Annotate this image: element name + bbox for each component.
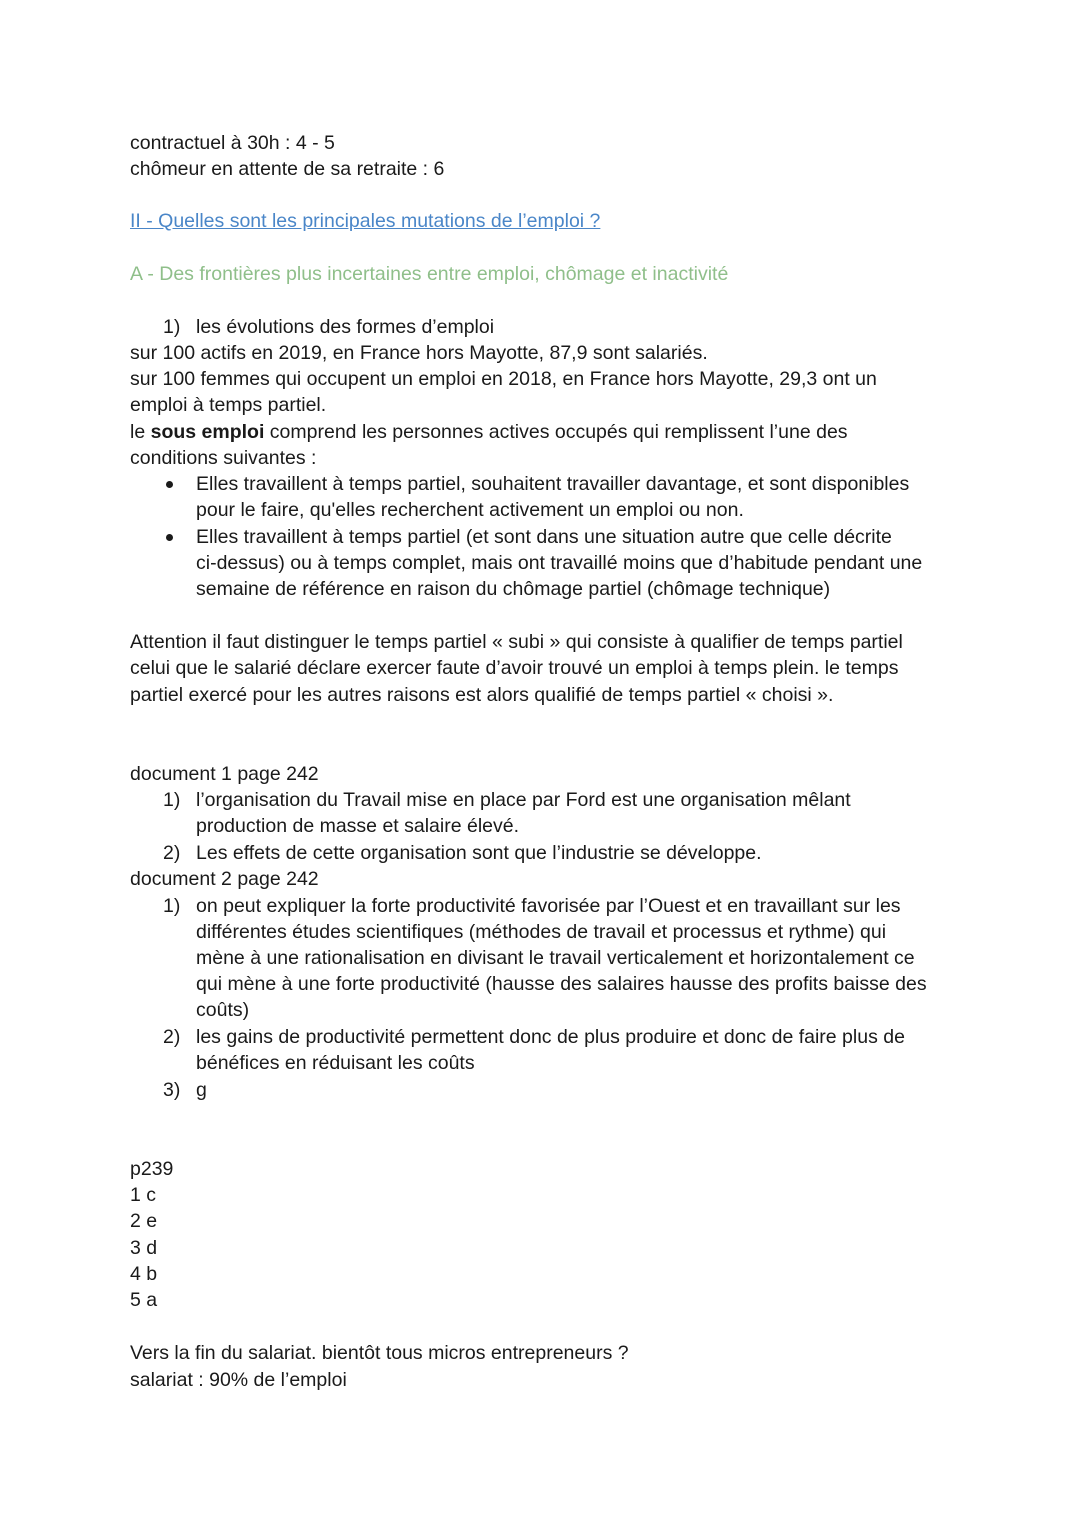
bullet-2-line-3: semaine de référence en raison du chômage partiel (chômage technique) <box>196 578 831 600</box>
p239-answer: 1 c <box>130 1184 157 1206</box>
bullet-1-line-1: Elles travaillent à temps partiel, souhaitent travailler davantage, et sont disponibles <box>196 473 910 495</box>
part-1-number: 1) <box>163 316 181 338</box>
doc2-q1-number: 1) <box>163 895 181 917</box>
part-1-title: les évolutions des formes d’emploi <box>196 316 495 338</box>
bullet-1-line-2: pour le faire, qu'elles recherchent activement un emploi ou non. <box>196 499 744 521</box>
doc2-q1-line-1: on peut expliquer la forte productivité favorisée par l’Ouest et en travaillant sur les <box>196 895 901 917</box>
p239-answer: 2 e <box>130 1210 158 1232</box>
bullet-dot-1 <box>166 481 173 488</box>
closing-line-1: Vers la fin du salariat. bientôt tous micros entrepreneurs ? <box>130 1342 629 1364</box>
doc2-q1-line-2: différentes études scientifiques (méthodes de travail et processus et rythme) qui <box>196 921 887 943</box>
doc2-q2-number: 2) <box>163 1026 181 1048</box>
stat-women-line-2: emploi à temps partiel. <box>130 394 327 416</box>
definition-line-2: conditions suivantes : <box>130 447 317 469</box>
attention-line-1: Attention il faut distinguer le temps partiel « subi » qui consiste à qualifier de temps partiel <box>130 631 903 653</box>
doc2-q1-line-3: mène à une rationalisation en divisant le travail verticalement et horizontalement ce <box>196 947 915 969</box>
definition-sous-emploi <box>130 419 848 445</box>
stat-salaries: sur 100 actifs en 2019, en France hors Mayotte, 87,9 sont salariés. <box>130 342 708 364</box>
doc2-q1-line-4: qui mène à une forte productivité (hausse des salaires hausse des profits baisse des <box>196 973 927 995</box>
bullet-dot-2 <box>166 534 173 541</box>
bullet-2-line-2: ci-dessus) ou à temps complet, mais ont travaillé moins que d’habitude pendant une <box>196 552 923 574</box>
doc1-q1-line-1: l’organisation du Travail mise en place par Ford est une organisation mêlant <box>196 789 851 811</box>
section-2a-subheading: A - Des frontières plus incertaines entre emploi, chômage et inactivité <box>130 263 729 285</box>
bullet-2-line-1: Elles travaillent à temps partiel (et sont dans une situation autre que celle décrite <box>196 526 892 548</box>
definition-prefix: le <box>130 421 151 443</box>
definition-term: sous emploi <box>150 421 265 443</box>
p239-title: p239 <box>130 1158 174 1180</box>
attention-line-2: celui que le salarié déclare exercer faute d’avoir trouvé un emploi à temps plein. le temps <box>130 657 899 679</box>
attention-line-3: partiel exercé pour les autres raisons est alors qualifié de temps partiel « choisi ». <box>130 684 834 706</box>
doc2-q2-line-1: les gains de productivité permettent donc de plus produire et donc de faire plus de <box>196 1026 905 1048</box>
doc1-q1-line-2: production de masse et salaire élevé. <box>196 815 520 837</box>
doc1-q2-number: 2) <box>163 842 181 864</box>
p239-answer: 4 b <box>130 1263 158 1285</box>
document-1-title: document 1 page 242 <box>130 763 319 785</box>
doc2-q3-number: 3) <box>163 1079 181 1101</box>
p239-answer: 5 a <box>130 1289 158 1311</box>
p239-answer: 3 d <box>130 1237 158 1259</box>
doc1-q2-line-1: Les effets de cette organisation sont que l’industrie se développe. <box>196 842 762 864</box>
section-2-heading-link[interactable]: II - Quelles sont les principales mutations de l’emploi ? <box>130 210 601 232</box>
doc1-q1-number: 1) <box>163 789 181 811</box>
document-2-title: document 2 page 242 <box>130 868 319 890</box>
intro-line-2: chômeur en attente de sa retraite : 6 <box>130 158 445 180</box>
doc2-q3-line-1: g <box>196 1079 207 1101</box>
stat-women-line-1: sur 100 femmes qui occupent un emploi en 2018, en France hors Mayotte, 29,3 ont un <box>130 368 877 390</box>
doc2-q1-line-5: coûts) <box>196 999 250 1021</box>
definition-suffix: comprend les personnes actives occupés qui remplissent l’une des <box>264 421 848 443</box>
doc2-q2-line-2: bénéfices en réduisant les coûts <box>196 1052 475 1074</box>
closing-line-2: salariat : 90% de l’emploi <box>130 1369 347 1391</box>
intro-line-1: contractuel à 30h : 4 - 5 <box>130 132 335 154</box>
